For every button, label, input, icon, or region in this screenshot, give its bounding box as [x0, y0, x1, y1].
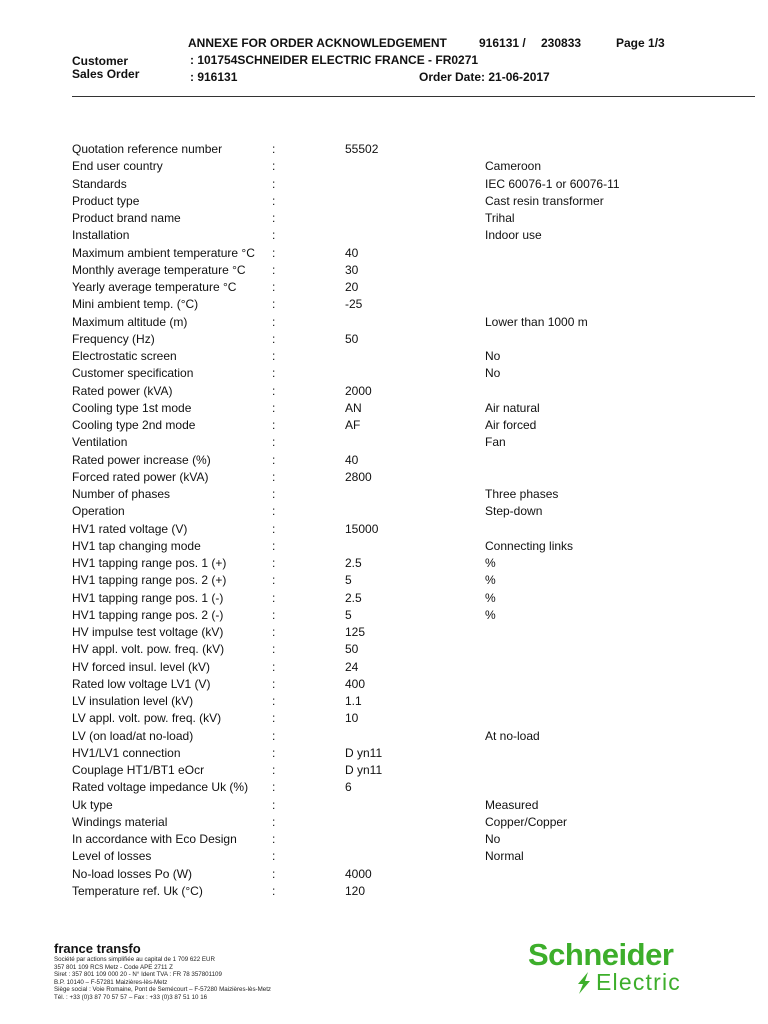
spec-value: 2.5 — [345, 556, 362, 570]
spec-label: Level of losses — [72, 849, 152, 864]
spec-row — [72, 521, 712, 538]
spec-colon: : — [272, 728, 276, 743]
spec-colon: : — [272, 504, 276, 519]
spec-value: 2800 — [345, 469, 372, 484]
spec-row — [72, 452, 712, 469]
spec-colon: : — [272, 159, 276, 174]
spec-note: Lower than 1000 m — [485, 314, 588, 329]
spec-value: 2.5 — [345, 590, 362, 605]
footer-line: Tél. : +33 (0)3 87 70 57 57 – Fax : +33 (0)3 87 51 10 16 — [54, 993, 208, 1001]
spec-row — [72, 176, 712, 193]
spec-note: No — [485, 366, 501, 381]
spec-note: % — [485, 573, 496, 588]
spec-label: Rated power increase (%) — [72, 452, 211, 467]
spec-label: Product brand name — [72, 211, 181, 225]
spec-row — [72, 365, 712, 382]
spec-colon: : — [272, 780, 276, 795]
sales-order-value: : 916131 — [190, 70, 238, 84]
spec-colon: : — [272, 814, 276, 829]
spec-row — [72, 693, 712, 710]
spec-value: 20 — [345, 280, 359, 294]
spec-note: Air natural — [485, 400, 540, 415]
spec-colon: : — [272, 400, 276, 415]
spec-value: D yn11 — [345, 745, 383, 760]
spec-colon: : — [272, 280, 276, 294]
spec-label: Monthly average temperature °C — [72, 262, 246, 277]
spec-colon: : — [272, 521, 276, 536]
spec-colon: : — [272, 469, 276, 484]
spec-colon: : — [272, 607, 276, 622]
company-footer — [54, 941, 384, 1002]
spec-label: Customer specification — [72, 366, 194, 381]
spec-value: 1.1 — [345, 694, 362, 708]
sales-order-label: Sales Order — [72, 67, 140, 81]
spec-note: Air forced — [485, 418, 537, 432]
spec-colon: : — [272, 625, 276, 639]
spec-label: LV insulation level (kV) — [72, 694, 194, 708]
spec-note: % — [485, 607, 496, 622]
spec-row — [72, 866, 712, 883]
spec-label: End user country — [72, 159, 163, 174]
spec-row — [72, 831, 712, 848]
document-title: ANNEXE FOR ORDER ACKNOWLEDGEMENT — [188, 36, 447, 50]
spec-note: % — [485, 590, 496, 605]
spec-colon: : — [272, 763, 276, 777]
spec-value: 50 — [345, 642, 359, 657]
spec-label: HV appl. volt. pow. freq. (kV) — [72, 642, 225, 657]
spec-label: Yearly average temperature °C — [72, 280, 237, 294]
spec-note: Indoor use — [485, 228, 542, 243]
spec-label: Uk type — [72, 797, 113, 812]
spec-label: Rated low voltage LV1 (V) — [72, 676, 211, 691]
spec-note: No — [485, 832, 501, 846]
schneider-electric-logo-mark-icon — [572, 971, 596, 995]
spec-note: IEC 60076-1 or 60076-11 — [485, 176, 620, 191]
spec-row — [72, 469, 712, 486]
footer-brand: france transfo — [54, 941, 141, 956]
spec-label: Mini ambient temp. (°C) — [72, 297, 199, 312]
spec-value: 120 — [345, 883, 366, 898]
order-date: Order Date: 21-06-2017 — [419, 70, 550, 84]
spec-label: HV1/LV1 connection — [72, 745, 181, 760]
spec-colon: : — [272, 211, 276, 225]
spec-row — [72, 538, 712, 555]
header-divider — [72, 96, 755, 97]
spec-value: 50 — [345, 331, 359, 346]
logo-wordmark-bottom: Electric — [596, 969, 682, 995]
spec-row — [72, 710, 712, 727]
spec-label: Maximum altitude (m) — [72, 314, 188, 329]
spec-note: Measured — [485, 797, 539, 812]
spec-value: 15000 — [345, 521, 379, 536]
acknowledgement-number: 230833 — [541, 36, 582, 50]
footer-line: Siret : 357 801 109 000 20 - N° Ident TVA : FR 78 357801109 — [54, 971, 222, 979]
spec-row — [72, 486, 712, 503]
spec-row — [72, 331, 712, 348]
spec-label: Cooling type 1st mode — [72, 400, 192, 415]
spec-note: Copper/Copper — [485, 814, 568, 829]
spec-label: Operation — [72, 504, 125, 519]
spec-colon: : — [272, 193, 276, 208]
spec-colon: : — [272, 366, 276, 381]
spec-colon: : — [272, 573, 276, 588]
spec-value: AF — [345, 418, 361, 432]
spec-colon: : — [272, 832, 276, 846]
spec-row — [72, 555, 712, 572]
spec-note: Fan — [485, 435, 506, 450]
spec-value: 4000 — [345, 866, 372, 881]
spec-row — [72, 434, 712, 451]
spec-value: 55502 — [345, 142, 379, 156]
spec-label: HV1 tapping range pos. 2 (-) — [72, 607, 224, 622]
spec-note: Trihal — [485, 211, 515, 225]
spec-row — [72, 262, 712, 279]
spec-value: 5 — [345, 573, 352, 588]
spec-label: HV1 rated voltage (V) — [72, 521, 188, 536]
spec-colon: : — [272, 694, 276, 708]
spec-row — [72, 296, 712, 313]
spec-row — [72, 417, 712, 434]
spec-label: No-load losses Po (W) — [72, 866, 193, 881]
spec-row — [72, 193, 712, 210]
spec-note: At no-load — [485, 728, 540, 743]
spec-label: Standards — [72, 176, 127, 191]
spec-colon: : — [272, 797, 276, 812]
spec-note: Connecting links — [485, 538, 574, 553]
spec-colon: : — [272, 538, 276, 553]
spec-colon: : — [272, 297, 276, 312]
spec-colon: : — [272, 711, 276, 726]
spec-label: Ventilation — [72, 435, 128, 450]
spec-note: Step-down — [485, 504, 543, 519]
logo-wordmark-top: Schneider — [528, 937, 674, 972]
spec-row — [72, 158, 712, 175]
spec-row — [72, 607, 712, 624]
spec-value: 400 — [345, 676, 366, 691]
spec-label: Maximum ambient temperature °C — [72, 245, 255, 260]
spec-label: In accordance with Eco Design — [72, 832, 237, 846]
spec-note: Cameroon — [485, 159, 542, 174]
spec-label: HV impulse test voltage (kV) — [72, 625, 224, 639]
schneider-electric-logo — [528, 938, 728, 998]
spec-row — [72, 814, 712, 831]
spec-row — [72, 590, 712, 607]
spec-label: Windings material — [72, 814, 168, 829]
spec-row — [72, 659, 712, 676]
spec-colon: : — [272, 487, 276, 501]
spec-row — [72, 572, 712, 589]
spec-label: HV forced insul. level (kV) — [72, 659, 211, 674]
spec-value: 125 — [345, 625, 366, 639]
spec-row — [72, 728, 712, 745]
spec-colon: : — [272, 556, 276, 570]
spec-value: 40 — [345, 452, 359, 467]
page-indicator: Page 1/3 — [616, 36, 665, 50]
spec-row — [72, 797, 712, 814]
spec-colon: : — [272, 228, 276, 243]
spec-colon: : — [272, 435, 276, 450]
spec-colon: : — [272, 676, 276, 691]
spec-label: Frequency (Hz) — [72, 331, 155, 346]
spec-row — [72, 641, 712, 658]
spec-row — [72, 279, 712, 296]
spec-colon: : — [272, 142, 276, 156]
spec-colon: : — [272, 176, 276, 191]
spec-row — [72, 676, 712, 693]
spec-colon: : — [272, 849, 276, 864]
spec-label: HV1 tapping range pos. 2 (+) — [72, 573, 227, 588]
footer-line: 357 801 109 RCS Metz - Code APE 2711 Z — [54, 963, 173, 971]
spec-row — [72, 779, 712, 796]
spec-label: LV (on load/at no-load) — [72, 728, 194, 743]
spec-row — [72, 210, 712, 227]
spec-note: No — [485, 349, 501, 363]
spec-value: 5 — [345, 607, 352, 622]
spec-label: Rated voltage impedance Uk (%) — [72, 780, 249, 795]
spec-colon: : — [272, 418, 276, 432]
spec-colon: : — [272, 331, 276, 346]
spec-label: HV1 tapping range pos. 1 (-) — [72, 590, 224, 605]
spec-label: HV1 tapping range pos. 1 (+) — [72, 556, 227, 570]
spec-value: 6 — [345, 780, 352, 795]
spec-value: -25 — [345, 297, 363, 312]
specification-list — [72, 141, 712, 900]
spec-colon: : — [272, 745, 276, 760]
spec-colon: : — [272, 452, 276, 467]
spec-colon: : — [272, 883, 276, 898]
spec-row — [72, 745, 712, 762]
spec-label: Cooling type 2nd mode — [72, 418, 196, 432]
spec-row — [72, 314, 712, 331]
spec-label: Electrostatic screen — [72, 349, 177, 363]
spec-label: Number of phases — [72, 487, 171, 501]
spec-value: 10 — [345, 711, 359, 726]
spec-label: Forced rated power (kVA) — [72, 469, 209, 484]
spec-label: Rated power (kVA) — [72, 383, 173, 398]
spec-row — [72, 624, 712, 641]
order-reference: 916131 / — [479, 36, 526, 50]
spec-label: Temperature ref. Uk (°C) — [72, 883, 203, 898]
spec-label: LV appl. volt. pow. freq. (kV) — [72, 711, 222, 726]
spec-row — [72, 141, 712, 158]
spec-row — [72, 400, 712, 417]
spec-row — [72, 227, 712, 244]
spec-row — [72, 848, 712, 865]
spec-value: AN — [345, 400, 362, 415]
spec-label: Couplage HT1/BT1 eOcr — [72, 763, 205, 777]
spec-row — [72, 383, 712, 400]
spec-row — [72, 348, 712, 365]
spec-value: 24 — [345, 659, 359, 674]
spec-colon: : — [272, 314, 276, 329]
spec-colon: : — [272, 590, 276, 605]
footer-line: B.P. 10140 – F-57281 Maizières-lès-Metz — [54, 978, 168, 986]
spec-label: HV1 tap changing mode — [72, 538, 201, 553]
spec-value: 30 — [345, 262, 359, 277]
spec-row — [72, 245, 712, 262]
spec-row — [72, 883, 712, 900]
spec-note: Cast resin transformer — [485, 193, 604, 208]
footer-line: Société par actions simplifiée au capital de 1 709 622 EUR — [54, 956, 215, 963]
spec-note: % — [485, 556, 496, 570]
spec-colon: : — [272, 659, 276, 674]
spec-label: Product type — [72, 193, 140, 208]
spec-colon: : — [272, 245, 276, 260]
customer-label: Customer — [72, 54, 129, 68]
spec-value: 40 — [345, 245, 359, 260]
spec-colon: : — [272, 642, 276, 657]
spec-row — [72, 503, 712, 520]
spec-note: Normal — [485, 849, 524, 864]
spec-row — [72, 762, 712, 779]
spec-colon: : — [272, 866, 276, 881]
footer-line: Siège social : Voie Romaine, Pont de Semécourt – F-57280 Maizières-lès-Metz — [54, 986, 272, 994]
customer-value: : 101754SCHNEIDER ELECTRIC FRANCE - FR0271 — [190, 53, 479, 67]
spec-label: Quotation reference number — [72, 142, 223, 156]
spec-colon: : — [272, 383, 276, 398]
spec-label: Installation — [72, 228, 130, 243]
spec-value: 2000 — [345, 383, 372, 398]
spec-note: Three phases — [485, 487, 559, 501]
spec-value: D yn11 — [345, 763, 383, 777]
spec-colon: : — [272, 349, 276, 363]
spec-colon: : — [272, 262, 276, 277]
